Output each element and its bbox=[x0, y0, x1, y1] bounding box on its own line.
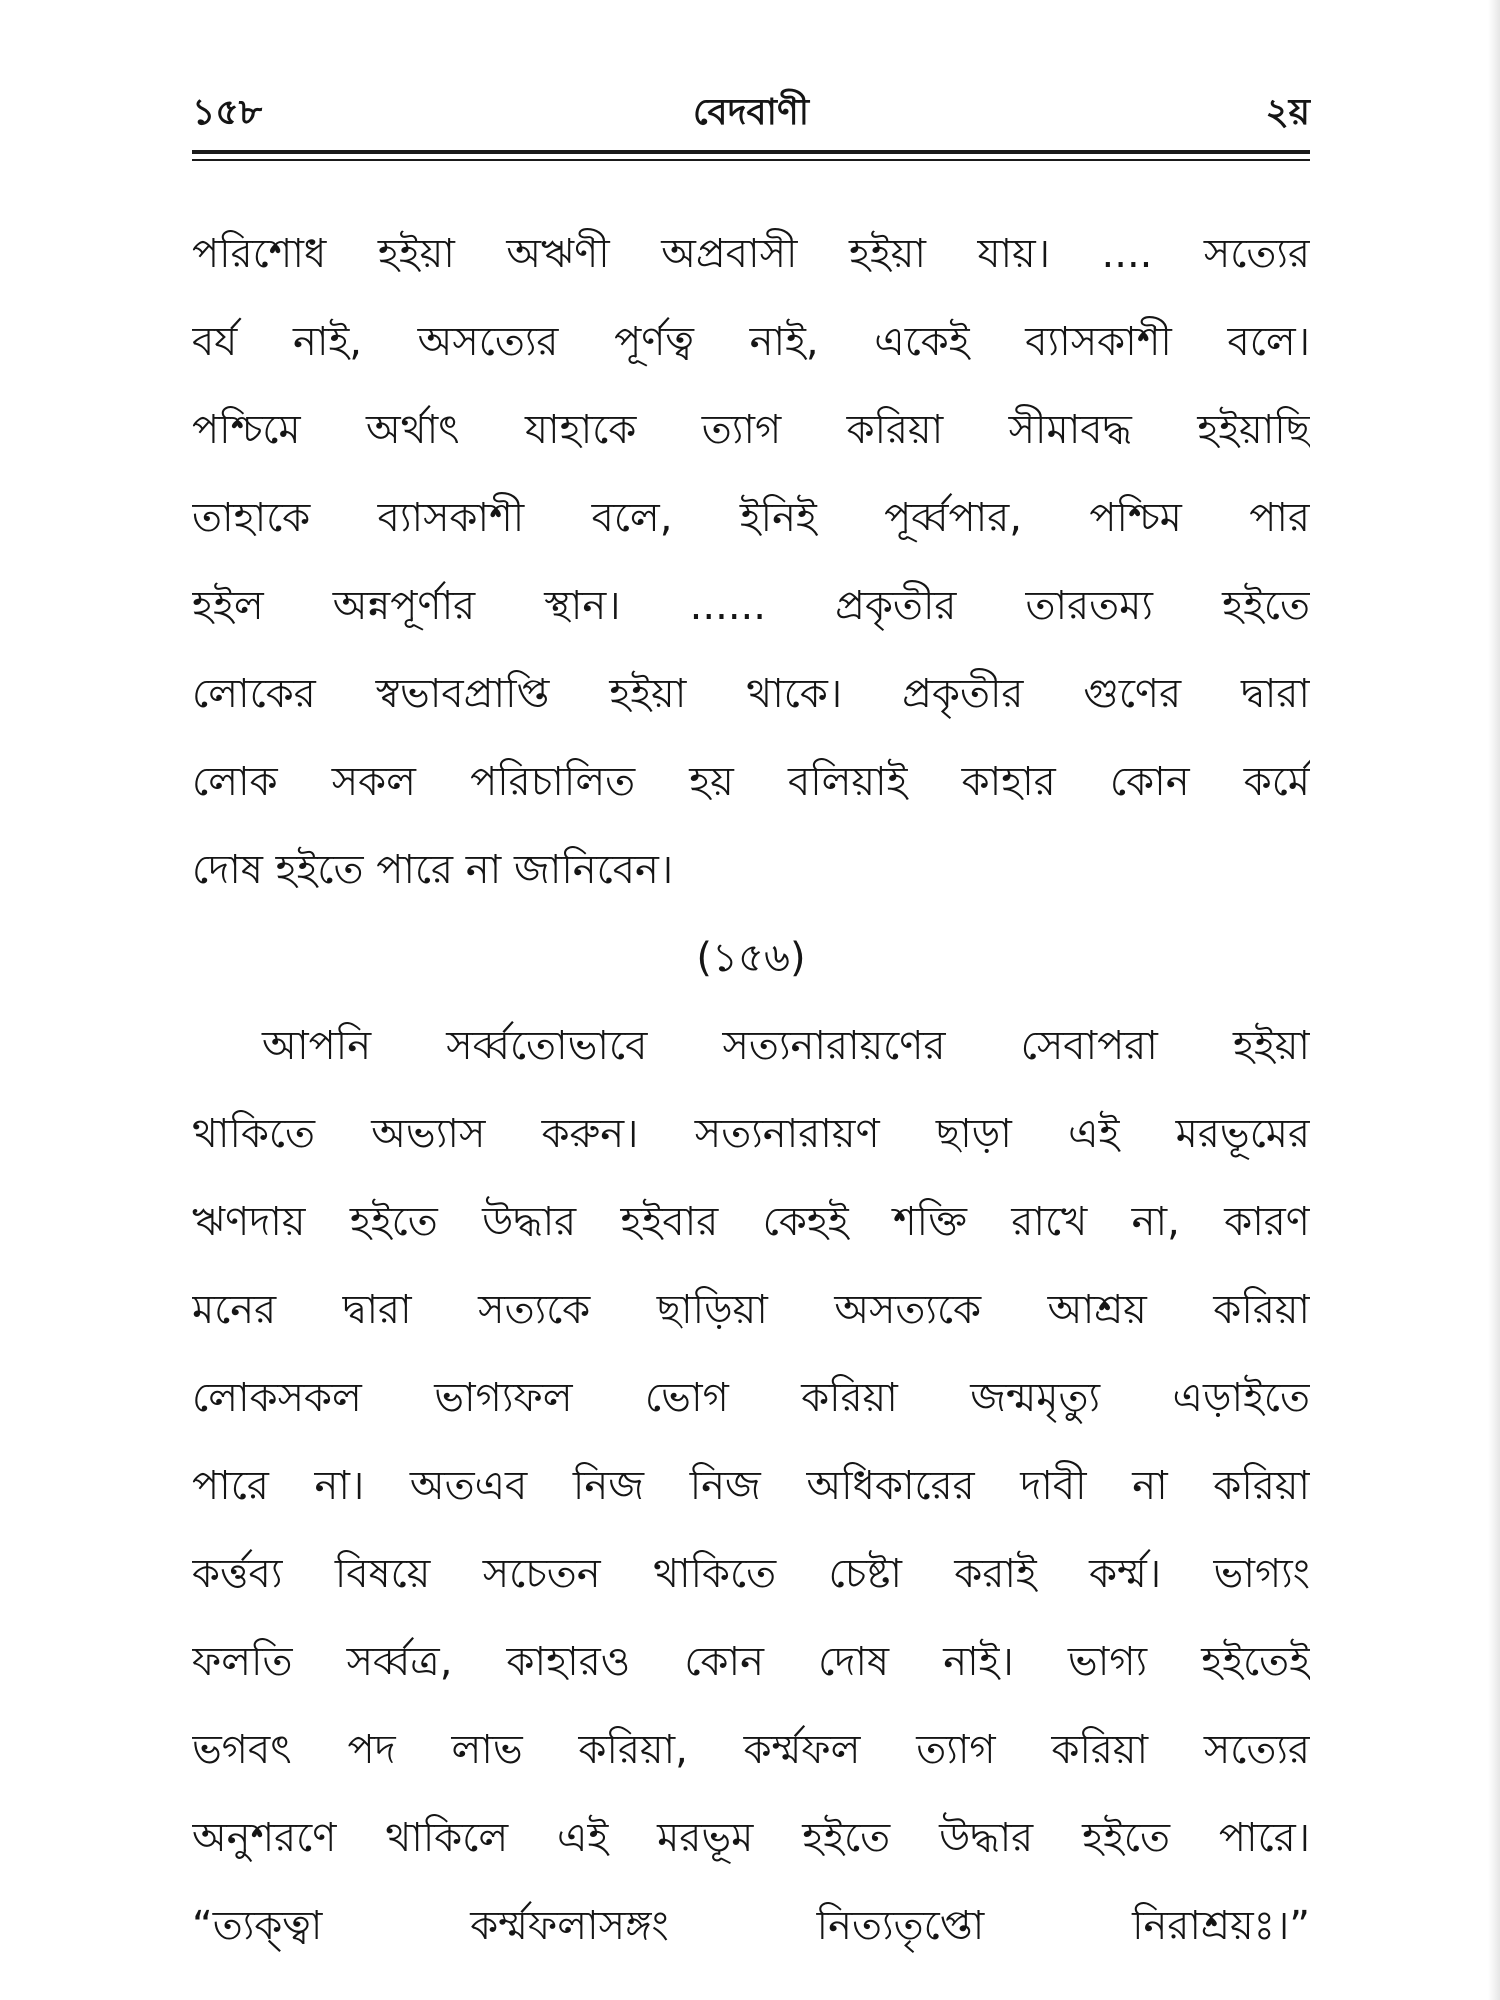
text-line: দোষ হইতে পারে না জানিবেন। bbox=[192, 847, 674, 893]
section-number: (১৫৬) bbox=[696, 935, 806, 981]
text-line: পরিশোধ হইয়া অঋণী অপ্রবাসী হইয়া যায়। .... সত্যের bbox=[192, 231, 1310, 277]
page-body bbox=[192, 210, 1310, 1970]
text-line: লোকসকল ভাগ্যফল ভোগ করিয়া জন্মমৃত্যু এড়াইতে bbox=[192, 1375, 1310, 1421]
text-line: লোকের স্বভাবপ্রাপ্তি হইয়া থাকে। প্রকৃতীর গুণের দ্বারা bbox=[192, 671, 1310, 717]
text-line: ভগবৎ পদ লাভ করিয়া, কর্ম্মফল ত্যাগ করিয়া সত্যের bbox=[192, 1727, 1310, 1773]
header-rule-thick bbox=[192, 150, 1310, 154]
book-page bbox=[192, 70, 1310, 1970]
text-line: ঋণদায় হইতে উদ্ধার হইবার কেহই শক্তি রাখে না, কারণ bbox=[192, 1199, 1310, 1245]
text-line: হইল অন্নপূর্ণার স্থান। ...... প্রকৃতীর তারতম্য হইতে bbox=[192, 583, 1310, 629]
text-line: আপনি সর্ব্বতোভাবে সত্যনারায়ণের সেবাপরা হইয়া bbox=[262, 1023, 1310, 1069]
text-line: তাহাকে ব্যাসকাশী বলে, ইনিই পূর্ব্বপার, পশ্চিম পার bbox=[192, 495, 1310, 541]
volume-label: ২য় bbox=[1265, 92, 1310, 133]
text-line: বর্য নাই, অসত্যের পূর্ণত্ব নাই, একেই ব্যাসকাশী বলে। bbox=[192, 319, 1310, 365]
text-line: লোক সকল পরিচালিত হয় বলিয়াই কাহার কোন কর্মে bbox=[192, 759, 1310, 805]
text-line: অনুশরণে থাকিলে এই মরভূম হইতে উদ্ধার হইতে পারে। bbox=[192, 1815, 1310, 1861]
header-rule-thin bbox=[192, 159, 1310, 161]
page-number: ১৫৮ bbox=[192, 92, 263, 133]
text-line: মনের দ্বারা সত্যকে ছাড়িয়া অসত্যকে আশ্রয় করিয়া bbox=[192, 1287, 1310, 1333]
paragraph-2 bbox=[192, 1002, 1310, 1970]
paragraph-1 bbox=[192, 210, 1310, 914]
text-line: থাকিতে অভ্যাস করুন। সত্যনারায়ণ ছাড়া এই মরভূমের bbox=[192, 1111, 1310, 1157]
text-line: কর্ত্তব্য বিষয়ে সচেতন থাকিতে চেষ্টা করাই কর্ম্ম। ভাগ্যং bbox=[192, 1551, 1310, 1597]
text-line: পশ্চিমে অর্থাৎ যাহাকে ত্যাগ করিয়া সীমাবদ্ধ হইয়াছি bbox=[192, 407, 1310, 453]
page-edge-shadow bbox=[1488, 0, 1500, 2000]
running-header bbox=[192, 70, 1310, 150]
text-line: পারে না। অতএব নিজ নিজ অধিকারের দাবী না করিয়া bbox=[192, 1463, 1310, 1509]
text-line: ফলতি সর্ব্বত্র, কাহারও কোন দোষ নাই। ভাগ্য হইতেই bbox=[192, 1639, 1310, 1685]
quote-line: “ত্যক্ত্বা কর্ম্মফলাসঙ্গং নিত্যতৃপ্তো নিরাশ্রয়ঃ।” bbox=[192, 1903, 1310, 1949]
book-title: বেদবাণী bbox=[692, 92, 810, 133]
